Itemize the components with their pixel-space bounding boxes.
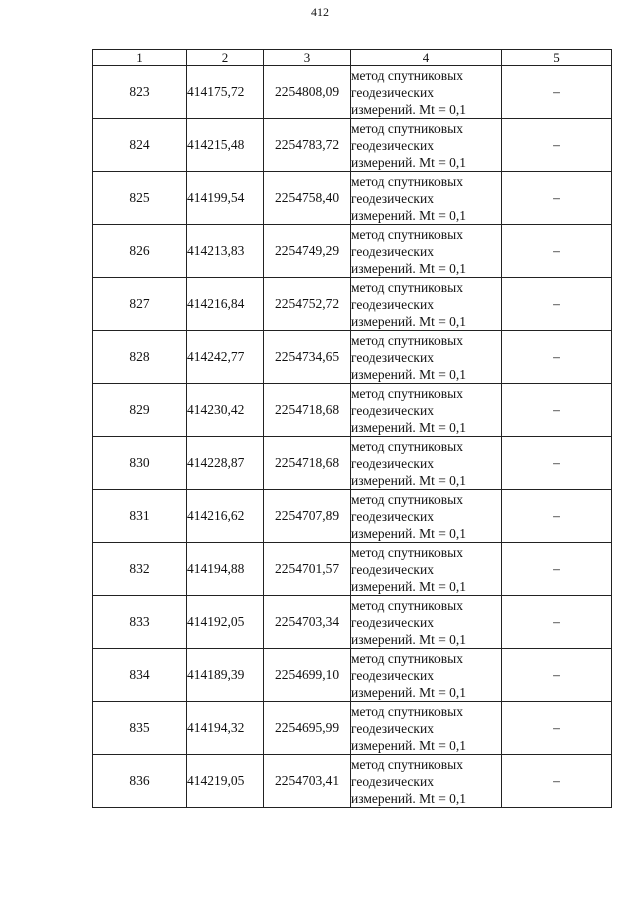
- header-col-2: 2: [187, 50, 264, 66]
- table-row: [93, 66, 612, 119]
- table-row: [93, 331, 612, 384]
- table-row: [93, 384, 612, 437]
- x-coordinate-cell: 414216,62: [187, 490, 264, 543]
- method-line: измерений. Mt = 0,1: [351, 366, 467, 382]
- method-line: измерений. Mt = 0,1: [351, 419, 467, 435]
- method-line: метод спутниковых: [351, 67, 463, 83]
- note-cell: –: [502, 119, 612, 172]
- point-number-cell: 828: [93, 331, 187, 384]
- method-cell: [351, 331, 502, 384]
- note-cell: –: [502, 66, 612, 119]
- y-coordinate-cell: 2254758,40: [264, 172, 351, 225]
- table-row: [93, 172, 612, 225]
- table-row: [93, 490, 612, 543]
- y-coordinate-cell: 2254701,57: [264, 543, 351, 596]
- y-coordinate-cell: 2254699,10: [264, 649, 351, 702]
- header-col-3: 3: [264, 50, 351, 66]
- point-number-cell: 823: [93, 66, 187, 119]
- point-number-cell: 827: [93, 278, 187, 331]
- x-coordinate-cell: 414242,77: [187, 331, 264, 384]
- point-number-cell: 834: [93, 649, 187, 702]
- x-coordinate-cell: 414194,88: [187, 543, 264, 596]
- header-col-5: 5: [502, 50, 612, 66]
- coordinates-table: [92, 49, 612, 808]
- table-row: [93, 119, 612, 172]
- method-line: метод спутниковых: [351, 544, 463, 560]
- point-number-cell: 835: [93, 702, 187, 755]
- method-line: измерений. Mt = 0,1: [351, 684, 467, 700]
- method-line: геодезических: [351, 349, 434, 365]
- note-cell: –: [502, 649, 612, 702]
- x-coordinate-cell: 414189,39: [187, 649, 264, 702]
- method-line: измерений. Mt = 0,1: [351, 790, 467, 806]
- x-coordinate-cell: 414216,84: [187, 278, 264, 331]
- note-cell: –: [502, 384, 612, 437]
- y-coordinate-cell: 2254749,29: [264, 225, 351, 278]
- method-cell: [351, 490, 502, 543]
- method-line: геодезических: [351, 402, 434, 418]
- method-line: геодезических: [351, 667, 434, 683]
- point-number-cell: 836: [93, 755, 187, 808]
- x-coordinate-cell: 414192,05: [187, 596, 264, 649]
- x-coordinate-cell: 414219,05: [187, 755, 264, 808]
- method-line: геодезических: [351, 455, 434, 471]
- method-line: метод спутниковых: [351, 279, 463, 295]
- method-line: метод спутниковых: [351, 173, 463, 189]
- note-cell: –: [502, 437, 612, 490]
- x-coordinate-cell: 414230,42: [187, 384, 264, 437]
- method-line: геодезических: [351, 561, 434, 577]
- table-body: [93, 66, 612, 808]
- x-coordinate-cell: 414199,54: [187, 172, 264, 225]
- method-cell: [351, 649, 502, 702]
- method-line: метод спутниковых: [351, 226, 463, 242]
- method-line: геодезических: [351, 720, 434, 736]
- method-line: метод спутниковых: [351, 332, 463, 348]
- method-line: геодезических: [351, 508, 434, 524]
- x-coordinate-cell: 414228,87: [187, 437, 264, 490]
- note-cell: –: [502, 331, 612, 384]
- note-cell: –: [502, 702, 612, 755]
- method-line: геодезических: [351, 773, 434, 789]
- y-coordinate-cell: 2254703,41: [264, 755, 351, 808]
- point-number-cell: 831: [93, 490, 187, 543]
- page-number: 412: [311, 5, 329, 19]
- x-coordinate-cell: 414175,72: [187, 66, 264, 119]
- x-coordinate-cell: 414215,48: [187, 119, 264, 172]
- method-cell: [351, 172, 502, 225]
- point-number-cell: 830: [93, 437, 187, 490]
- method-line: измерений. Mt = 0,1: [351, 154, 467, 170]
- note-cell: –: [502, 596, 612, 649]
- method-line: измерений. Mt = 0,1: [351, 260, 467, 276]
- point-number-cell: 833: [93, 596, 187, 649]
- method-cell: [351, 702, 502, 755]
- method-cell: [351, 278, 502, 331]
- y-coordinate-cell: 2254695,99: [264, 702, 351, 755]
- method-line: геодезических: [351, 614, 434, 630]
- method-line: геодезических: [351, 243, 434, 259]
- method-line: геодезических: [351, 190, 434, 206]
- x-coordinate-cell: 414213,83: [187, 225, 264, 278]
- method-line: измерений. Mt = 0,1: [351, 578, 467, 594]
- point-number-cell: 825: [93, 172, 187, 225]
- header-col-1: 1: [93, 50, 187, 66]
- note-cell: –: [502, 490, 612, 543]
- y-coordinate-cell: 2254718,68: [264, 437, 351, 490]
- point-number-cell: 832: [93, 543, 187, 596]
- method-cell: [351, 543, 502, 596]
- table-header-row: [93, 50, 612, 66]
- note-cell: –: [502, 225, 612, 278]
- method-line: измерений. Mt = 0,1: [351, 525, 467, 541]
- note-cell: –: [502, 172, 612, 225]
- method-line: измерений. Mt = 0,1: [351, 207, 467, 223]
- x-coordinate-cell: 414194,32: [187, 702, 264, 755]
- y-coordinate-cell: 2254718,68: [264, 384, 351, 437]
- table-row: [93, 543, 612, 596]
- method-line: измерений. Mt = 0,1: [351, 313, 467, 329]
- method-line: метод спутниковых: [351, 120, 463, 136]
- y-coordinate-cell: 2254808,09: [264, 66, 351, 119]
- note-cell: –: [502, 755, 612, 808]
- y-coordinate-cell: 2254752,72: [264, 278, 351, 331]
- method-cell: [351, 437, 502, 490]
- method-line: измерений. Mt = 0,1: [351, 472, 467, 488]
- method-cell: [351, 66, 502, 119]
- header-col-4: 4: [351, 50, 502, 66]
- method-line: метод спутниковых: [351, 385, 463, 401]
- note-cell: –: [502, 278, 612, 331]
- method-line: измерений. Mt = 0,1: [351, 737, 467, 753]
- table-row: [93, 596, 612, 649]
- method-line: метод спутниковых: [351, 703, 463, 719]
- table-row: [93, 649, 612, 702]
- method-cell: [351, 119, 502, 172]
- table-row: [93, 225, 612, 278]
- method-line: метод спутниковых: [351, 491, 463, 507]
- y-coordinate-cell: 2254734,65: [264, 331, 351, 384]
- method-line: метод спутниковых: [351, 597, 463, 613]
- method-cell: [351, 755, 502, 808]
- method-line: метод спутниковых: [351, 650, 463, 666]
- method-line: геодезических: [351, 296, 434, 312]
- y-coordinate-cell: 2254703,34: [264, 596, 351, 649]
- method-line: геодезических: [351, 84, 434, 100]
- table-row: [93, 702, 612, 755]
- method-line: метод спутниковых: [351, 438, 463, 454]
- method-cell: [351, 384, 502, 437]
- point-number-cell: 824: [93, 119, 187, 172]
- method-cell: [351, 225, 502, 278]
- y-coordinate-cell: 2254707,89: [264, 490, 351, 543]
- note-cell: –: [502, 543, 612, 596]
- method-line: метод спутниковых: [351, 756, 463, 772]
- method-line: измерений. Mt = 0,1: [351, 631, 467, 647]
- table-row: [93, 437, 612, 490]
- table-row: [93, 278, 612, 331]
- point-number-cell: 829: [93, 384, 187, 437]
- y-coordinate-cell: 2254783,72: [264, 119, 351, 172]
- method-line: измерений. Mt = 0,1: [351, 101, 467, 117]
- point-number-cell: 826: [93, 225, 187, 278]
- method-cell: [351, 596, 502, 649]
- table-row: [93, 755, 612, 808]
- method-line: геодезических: [351, 137, 434, 153]
